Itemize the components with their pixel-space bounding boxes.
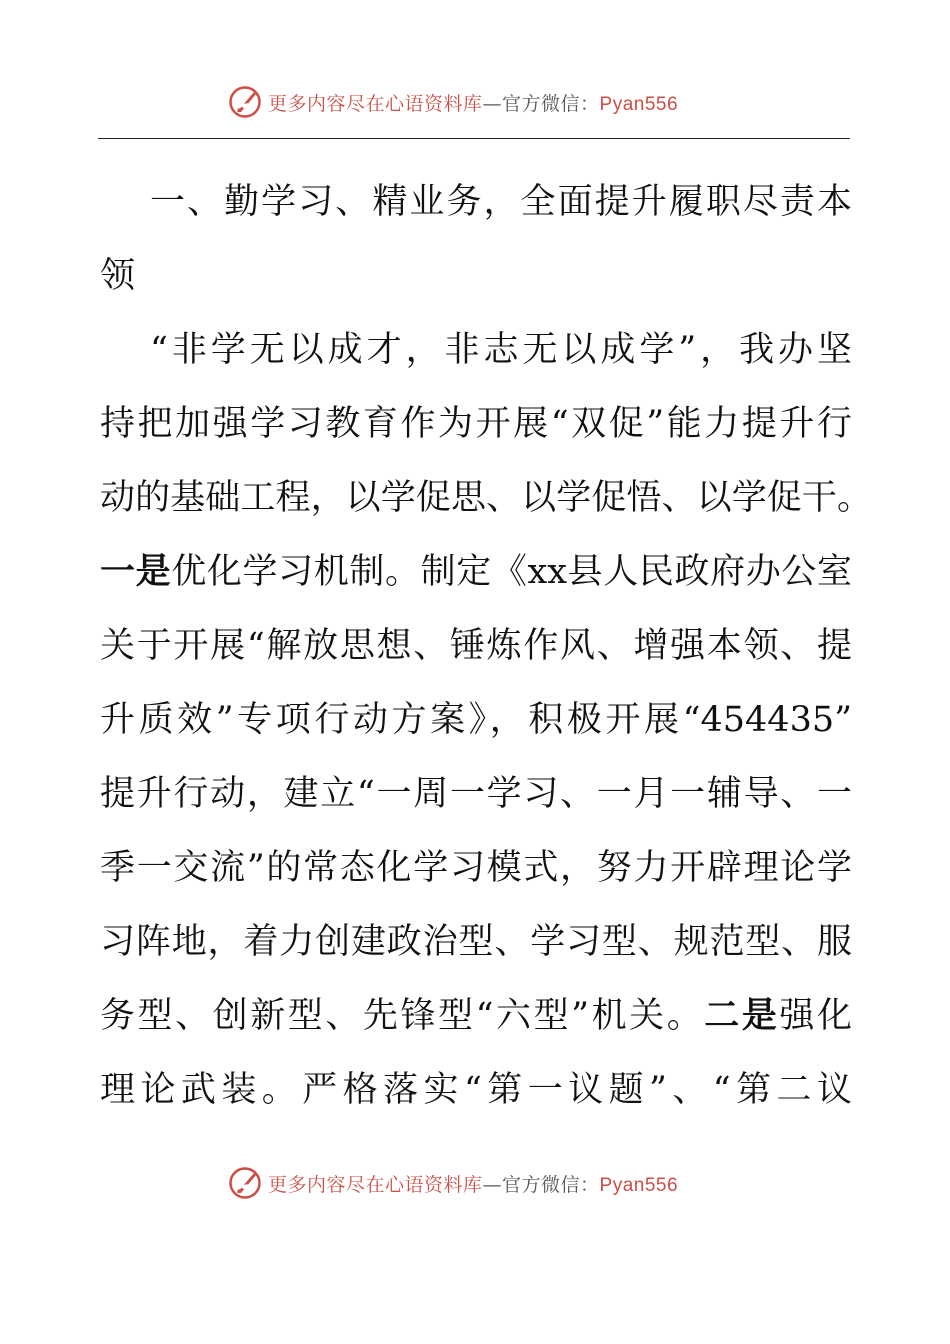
paragraph-line: 动的基础工程，以学促思、以学促悟、以学促干。 <box>100 478 872 518</box>
paragraph-line: 季一交流”的常态化学习模式，努力开辟理论学 <box>100 848 852 888</box>
paragraph-line: 理论武装。严格落实“第一议题”、“第二议 <box>100 1070 852 1110</box>
bold-lead-second: 二是 <box>704 995 780 1036</box>
quill-pen-circle-icon <box>228 1166 262 1200</box>
paragraph-text: 强化 <box>779 996 852 1036</box>
paragraph-line <box>100 535 852 609</box>
paragraph-line: 习阵地，着力创建政治型、学习型、规范型、服 <box>100 922 852 962</box>
paragraph-line <box>100 979 852 1053</box>
watermark-gray-text: —官方微信： <box>482 92 600 115</box>
watermark-red-text: 更多内容尽在心语资料库 <box>268 1173 483 1196</box>
section-heading-line-2: 领 <box>100 256 136 296</box>
watermark-account: Pyan556 <box>599 93 679 115</box>
watermark-text <box>268 89 678 116</box>
paragraph-line: 提升行动，建立“一周一学习、一月一辅导、一 <box>100 774 852 814</box>
bold-lead-first: 一是 <box>100 551 172 592</box>
paragraph-line: “非学无以成才，非志无以成学”，我办坚 <box>150 330 852 370</box>
watermark-text <box>268 1170 678 1197</box>
header-watermark-banner <box>228 82 678 122</box>
paragraph-line: 持把加强学习教育作为开展“双促”能力提升行 <box>100 404 852 444</box>
paragraph-line: 关于开展“解放思想、锤炼作风、增强本领、提 <box>100 626 852 666</box>
section-heading-line-1: 一、勤学习、精业务，全面提升履职尽责本 <box>150 182 852 222</box>
document-body <box>100 165 872 1127</box>
quill-pen-circle-icon <box>228 85 262 119</box>
paragraph-line: 升质效”专项行动方案》，积极开展“454435” <box>100 700 852 740</box>
watermark-gray-text: —官方微信： <box>482 1173 600 1196</box>
watermark-account: Pyan556 <box>599 1174 679 1196</box>
paragraph-text: 优化学习机制。制定《xx县人民政府办公室 <box>171 552 852 592</box>
footer-watermark-banner <box>228 1163 678 1203</box>
header-divider <box>98 138 850 139</box>
watermark-red-text: 更多内容尽在心语资料库 <box>268 92 483 115</box>
paragraph-text: 务型、创新型、先锋型“六型”机关。 <box>100 996 705 1036</box>
